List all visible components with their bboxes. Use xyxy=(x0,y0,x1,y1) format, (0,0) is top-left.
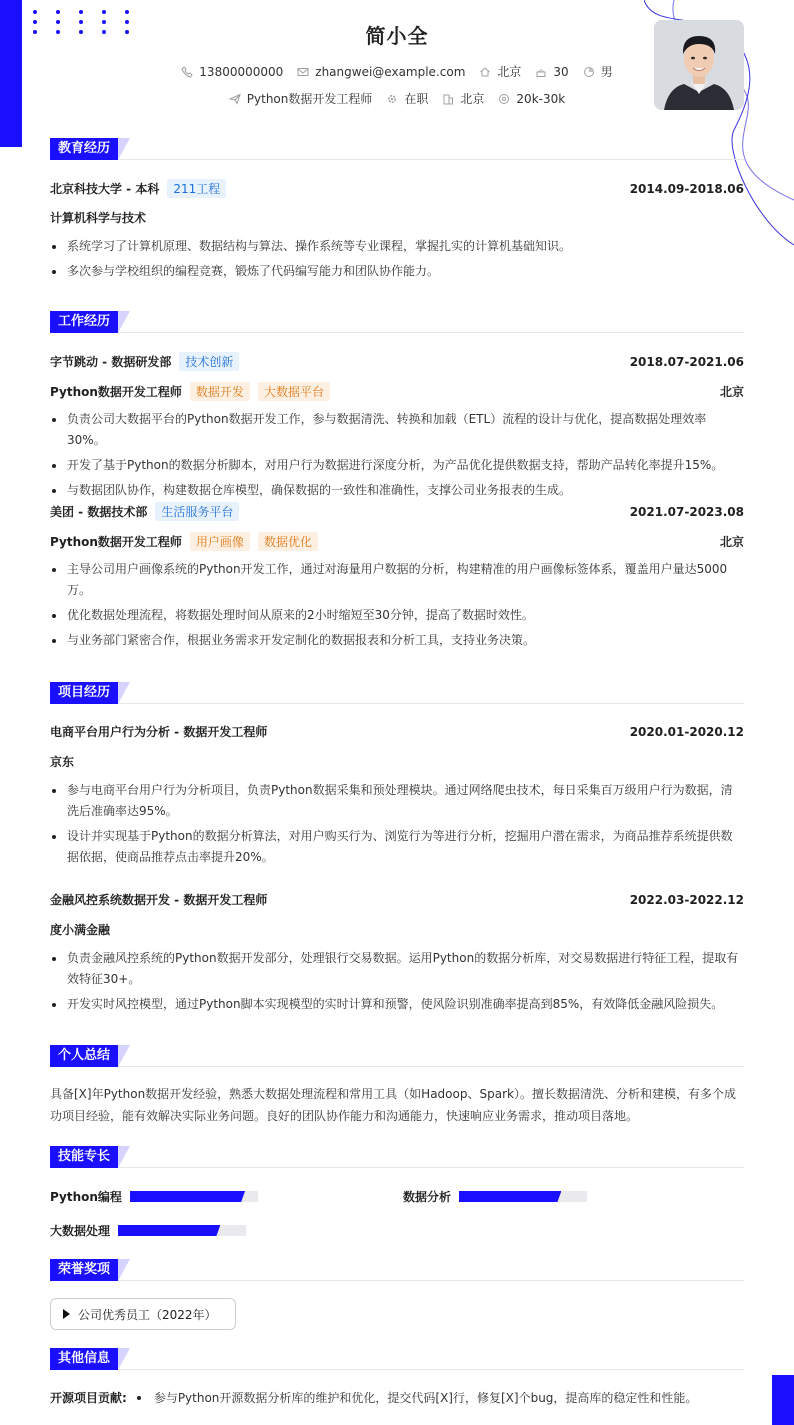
list-item: 开发了基于Python的数据分析脚本，对用户行为数据进行深度分析，为产品优化提供数据支持，帮助产品转化率提升15%。 xyxy=(50,455,744,476)
list-item: 参与电商平台用户行为分析项目，负责Python数据采集和预处理模块。通过网络爬虫技术，每日采集百万级用户行为数据，清洗后准确率达95%。 xyxy=(50,780,744,822)
project-org-row xyxy=(50,921,744,938)
job-tag: 数据优化 xyxy=(258,532,318,551)
school-tag: 211工程 xyxy=(167,179,226,198)
list-item: 开发实时风控模型，通过Python脚本实现模型的实时计算和预警，使风险识别准确率提高到85%，有效降低金融风险损失。 xyxy=(50,994,744,1015)
project-bullets xyxy=(50,948,744,1019)
status-item xyxy=(386,90,428,107)
skill-bar-fill xyxy=(459,1191,561,1202)
expected-city-item xyxy=(442,90,484,107)
summary-section-header xyxy=(50,1045,744,1067)
age-item xyxy=(535,63,568,80)
project-org-row xyxy=(50,753,744,770)
project-name: 电商平台用户行为分析 - 数据开发工程师 xyxy=(50,725,268,739)
list-item: 设计并实现基于Python的数据分析算法，对用户购买行为、浏览行为等进行分析，挖掘用户潜在需求，为商品推荐系统提供数据依据，使商品推荐点击率提升20%。 xyxy=(50,826,744,868)
skills-section-title: 技能专长 xyxy=(50,1146,118,1168)
project-period: 2020.01-2020.12 xyxy=(629,724,744,739)
phone-icon xyxy=(181,66,193,78)
list-item: 主导公司用户画像系统的Python开发工作，通过对海量用户数据的分析，构建精准的用户画像标签体系，覆盖用户量达5000万。 xyxy=(50,559,744,601)
city-item xyxy=(479,63,521,80)
gear-icon xyxy=(386,93,398,105)
coin-icon xyxy=(498,93,510,105)
gender-item xyxy=(583,63,613,80)
list-item: 与数据团队协作，构建数据仓库模型，确保数据的一致性和准确性，支撑公司业务报表的生成。 xyxy=(50,480,744,501)
company-tag: 技术创新 xyxy=(179,352,239,371)
other-info-text: 参与Python开源数据分析库的维护和优化，提交代码[X]行，修复[X]个bug，提高库的稳定性和性能。 xyxy=(153,1391,698,1405)
project-period: 2022.03-2022.12 xyxy=(629,892,744,907)
list-item: 系统学习了计算机原理、数据结构与算法、操作系统等专业课程，掌握扎实的计算机基础知识。 xyxy=(50,236,744,257)
job-tag: 用户画像 xyxy=(190,532,250,551)
mail-icon xyxy=(297,66,309,78)
salary-value: 20k-30k xyxy=(516,91,566,106)
award-label: 公司优秀员工（2022年） xyxy=(78,1307,217,1322)
education-bullets xyxy=(50,236,744,286)
award-item[interactable] xyxy=(50,1298,236,1330)
project-org: 度小满金融 xyxy=(50,923,111,937)
project-row xyxy=(50,723,744,740)
salary-item xyxy=(498,90,565,107)
skill-name: 数据分析 xyxy=(403,1190,452,1204)
education-period: 2014.09-2018.06 xyxy=(629,181,744,196)
expand-triangle-icon xyxy=(63,1309,70,1319)
phone-value: 13800000000 xyxy=(199,64,284,79)
other-section-title: 其他信息 xyxy=(50,1348,118,1370)
skill-bar-fill xyxy=(130,1191,245,1202)
email-value: zhangwei@example.com xyxy=(315,64,466,79)
awards-section-title: 荣誉奖项 xyxy=(50,1259,118,1281)
project-name: 金融风控系统数据开发 - 数据开发工程师 xyxy=(50,893,268,907)
summary-section-title: 个人总结 xyxy=(50,1045,118,1067)
project-row xyxy=(50,891,744,908)
other-section-header xyxy=(50,1348,744,1370)
project-bullets xyxy=(50,780,744,872)
job-tag: 数据开发 xyxy=(190,382,250,401)
school-name: 北京科技大学 - 本科 xyxy=(50,182,160,196)
resume-name: 简小全 xyxy=(365,24,429,48)
education-section-title: 教育经历 xyxy=(50,138,118,160)
work-section-header xyxy=(50,311,744,333)
work-title-row xyxy=(50,532,744,551)
education-section-header xyxy=(50,138,744,160)
position-value: Python数据开发工程师 xyxy=(246,92,373,106)
home-icon xyxy=(479,66,491,78)
expected-city-value: 北京 xyxy=(460,92,485,106)
projects-section-header xyxy=(50,682,744,704)
skill-item xyxy=(403,1188,587,1205)
building-icon xyxy=(442,93,454,105)
skills-section-header xyxy=(50,1146,744,1168)
list-item: 负责金融风控系统的Python数据开发部分，处理银行交易数据。运用Python的数据分析库，对交易数据进行特征工程，提取有效特征30+。 xyxy=(50,948,744,990)
skill-item xyxy=(50,1188,258,1205)
awards-section-header xyxy=(50,1259,744,1281)
work-section-title: 工作经历 xyxy=(50,311,118,333)
work-city: 北京 xyxy=(719,535,744,549)
avatar-photo xyxy=(654,20,744,110)
company-name: 字节跳动 - 数据研发部 xyxy=(50,355,172,369)
work-bullets xyxy=(50,559,744,655)
work-title-row xyxy=(50,382,744,401)
job-tag: 大数据平台 xyxy=(258,382,330,401)
projects-section-title: 项目经历 xyxy=(50,682,118,704)
status-value: 在职 xyxy=(404,92,429,106)
work-bullets xyxy=(50,409,744,505)
age-value: 30 xyxy=(553,64,569,79)
skill-name: 大数据处理 xyxy=(50,1224,111,1238)
major-row xyxy=(50,209,744,226)
gender-value: 男 xyxy=(600,65,613,79)
city-value: 北京 xyxy=(497,65,522,79)
cake-icon xyxy=(535,66,547,78)
list-item: 负责公司大数据平台的Python数据开发工作，参与数据清洗、转换和加载（ETL）流程的设计与优化，提高数据处理效率30%。 xyxy=(50,409,744,451)
accent-bar-right xyxy=(772,1375,794,1425)
company-name: 美团 - 数据技术部 xyxy=(50,505,148,519)
phone-item xyxy=(181,63,283,80)
bullet-dot xyxy=(137,1396,141,1400)
other-info-label: 开源项目贡献: xyxy=(50,1391,127,1405)
major-name: 计算机科学与技术 xyxy=(50,211,147,225)
company-tag: 生活服务平台 xyxy=(155,502,239,521)
send-icon xyxy=(229,93,241,105)
skill-bar-fill xyxy=(118,1225,220,1236)
education-row xyxy=(50,179,744,198)
skill-item xyxy=(50,1222,246,1239)
skill-bar xyxy=(459,1191,587,1202)
work-company-row xyxy=(50,352,744,371)
project-org: 京东 xyxy=(50,755,75,769)
gender-icon xyxy=(583,66,595,78)
other-info-row xyxy=(50,1389,744,1406)
job-title: Python数据开发工程师 xyxy=(50,535,182,549)
skill-bar xyxy=(118,1225,246,1236)
work-city: 北京 xyxy=(719,385,744,399)
skill-bar xyxy=(130,1191,258,1202)
skill-name: Python编程 xyxy=(50,1190,122,1204)
email-item xyxy=(297,63,465,80)
list-item: 与业务部门紧密合作，根据业务需求开发定制化的数据报表和分析工具，支持业务决策。 xyxy=(50,630,744,651)
work-company-row xyxy=(50,502,744,521)
summary-text: 具备[X]年Python数据开发经验，熟悉大数据处理流程和常用工具（如Hadoop、Spark）。擅长数据清洗、分析和建模，有多个成功项目经验，能有效解决实际业务问题。良好的团队协作能力和沟通能力，快速响应业务需求，推动项目落地。 xyxy=(50,1087,736,1123)
job-title: Python数据开发工程师 xyxy=(50,385,182,399)
list-item: 多次参与学校组织的编程竞赛，锻炼了代码编写能力和团队协作能力。 xyxy=(50,261,744,282)
work-period: 2018.07-2021.06 xyxy=(629,354,744,369)
list-item: 优化数据处理流程，将数据处理时间从原来的2小时缩短至30分钟，提高了数据时效性。 xyxy=(50,605,744,626)
position-item xyxy=(229,90,373,107)
work-period: 2021.07-2023.08 xyxy=(629,504,744,519)
